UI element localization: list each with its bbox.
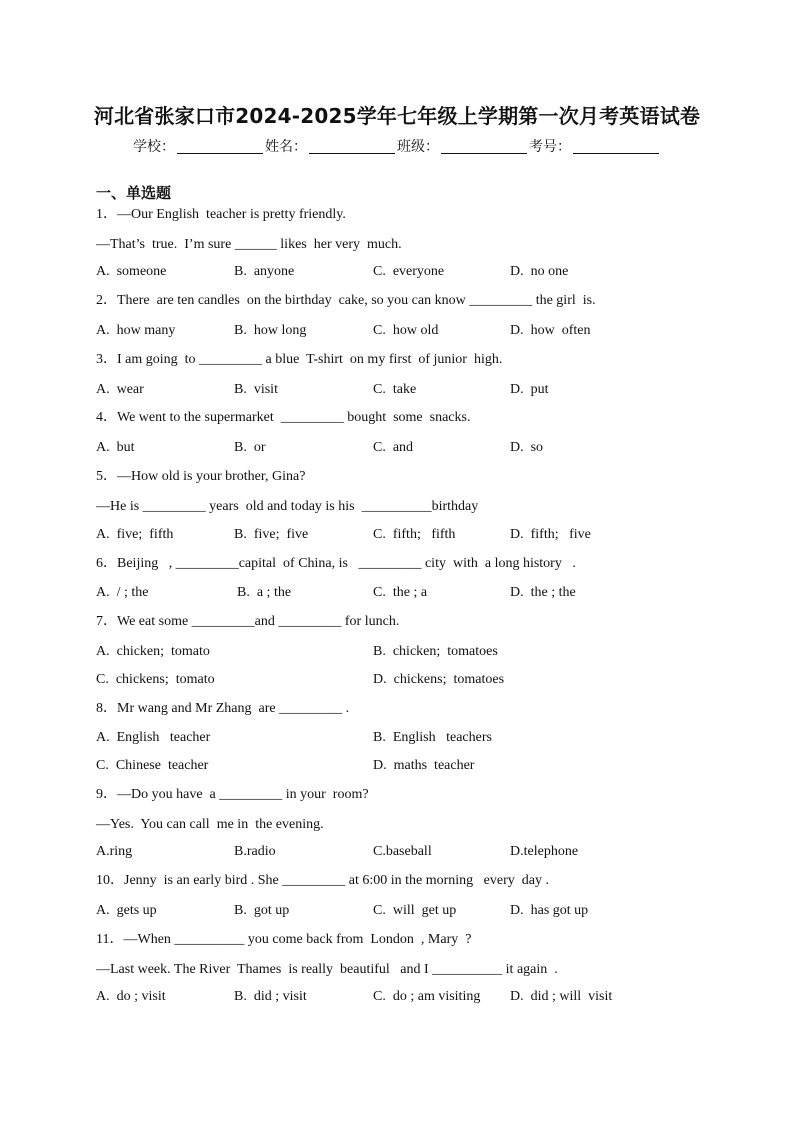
option-c[interactable]: C. and bbox=[373, 440, 414, 455]
name-label: 姓名： bbox=[265, 139, 307, 155]
option-b[interactable]: B. chicken; tomatoes bbox=[373, 644, 498, 659]
option-b[interactable]: B. visit bbox=[234, 382, 278, 397]
question-10-stem: 10．Jenny is an early bird . She _________ at 6:00 in the morning every day . bbox=[96, 873, 549, 888]
option-b[interactable]: B. a ; the bbox=[237, 585, 292, 600]
option-c[interactable]: C. fifth; fifth bbox=[373, 527, 456, 542]
option-d[interactable]: D. chickens; tomatoes bbox=[373, 672, 505, 687]
option-d[interactable]: D. the ; the bbox=[510, 585, 576, 600]
question-9-stem: 9．—Do you have a _________ in your room? bbox=[96, 787, 369, 802]
question-5-dialogue: —He is _________ years old and today is his __________birthday bbox=[96, 499, 479, 514]
option-c[interactable]: C. everyone bbox=[373, 264, 445, 279]
question-3-stem: 3．I am going to _________ a blue T-shirt on my first of junior high. bbox=[96, 352, 503, 367]
question-8-stem: 8．Mr wang and Mr Zhang are _________ . bbox=[96, 701, 350, 716]
option-c[interactable]: C.baseball bbox=[373, 844, 432, 859]
option-d[interactable]: D. did ; will visit bbox=[510, 989, 613, 1004]
exam-number-label: 考号： bbox=[529, 139, 571, 155]
option-c[interactable]: C. take bbox=[373, 382, 417, 397]
school-blank[interactable] bbox=[177, 139, 263, 154]
option-a[interactable]: A. chicken; tomato bbox=[96, 644, 210, 659]
question-2-stem: 2．There are ten candles on the birthday cake, so you can know _________ the girl is. bbox=[96, 293, 596, 308]
class-label: 班级： bbox=[397, 139, 439, 155]
question-9-dialogue: —Yes. You can call me in the evening. bbox=[96, 817, 324, 832]
option-b[interactable]: B. anyone bbox=[234, 264, 295, 279]
option-a[interactable]: A. gets up bbox=[96, 903, 157, 918]
option-c[interactable]: C. how old bbox=[373, 323, 439, 338]
question-4-stem: 4．We went to the supermarket _________ bought some snacks. bbox=[96, 410, 471, 425]
student-info-row bbox=[0, 136, 794, 156]
option-d[interactable]: D.telephone bbox=[510, 844, 579, 859]
option-d[interactable]: D. fifth; five bbox=[510, 527, 591, 542]
option-b[interactable]: B. English teachers bbox=[373, 730, 492, 745]
option-c[interactable]: C. Chinese teacher bbox=[96, 758, 209, 773]
question-1-stem: 1．—Our English teacher is pretty friendly. bbox=[96, 207, 346, 222]
question-11-stem: 11．—When __________ you come back from London , Mary ? bbox=[96, 932, 472, 947]
name-blank[interactable] bbox=[309, 139, 395, 154]
option-c[interactable]: C. chickens; tomato bbox=[96, 672, 215, 687]
option-d[interactable]: D. so bbox=[510, 440, 544, 455]
option-a[interactable]: A. five; fifth bbox=[96, 527, 174, 542]
option-d[interactable]: D. put bbox=[510, 382, 549, 397]
option-d[interactable]: D. no one bbox=[510, 264, 569, 279]
option-c[interactable]: C. do ; am visiting bbox=[373, 989, 481, 1004]
option-b[interactable]: B. did ; visit bbox=[234, 989, 307, 1004]
option-b[interactable]: B. how long bbox=[234, 323, 307, 338]
option-a[interactable]: A. English teacher bbox=[96, 730, 211, 745]
option-a[interactable]: A. wear bbox=[96, 382, 144, 397]
option-b[interactable]: B. or bbox=[234, 440, 266, 455]
option-a[interactable]: A. do ; visit bbox=[96, 989, 166, 1004]
section-title: 一、单选题 bbox=[96, 184, 172, 202]
option-a[interactable]: A. but bbox=[96, 440, 135, 455]
option-a[interactable]: A.ring bbox=[96, 844, 133, 859]
option-d[interactable]: D. how often bbox=[510, 323, 591, 338]
question-11-dialogue: —Last week. The River Thames is really beautiful and I __________ it again . bbox=[96, 962, 558, 977]
option-c[interactable]: C. will get up bbox=[373, 903, 457, 918]
question-1-dialogue: —That’s true. I’m sure ______ likes her very much. bbox=[96, 237, 402, 252]
option-a[interactable]: A. someone bbox=[96, 264, 167, 279]
option-b[interactable]: B.radio bbox=[234, 844, 276, 859]
exam-title: 河北省张家口市2024-2025学年七年级上学期第一次月考英语试卷 bbox=[93, 104, 701, 128]
option-a[interactable]: A. / ; the bbox=[96, 585, 149, 600]
option-b[interactable]: B. got up bbox=[234, 903, 290, 918]
option-c[interactable]: C. the ; a bbox=[373, 585, 428, 600]
question-7-stem: 7．We eat some _________and _________ for lunch. bbox=[96, 614, 400, 629]
exam-number-blank[interactable] bbox=[573, 139, 659, 154]
option-b[interactable]: B. five; five bbox=[234, 527, 309, 542]
class-blank[interactable] bbox=[441, 139, 527, 154]
option-d[interactable]: D. maths teacher bbox=[373, 758, 475, 773]
school-label: 学校： bbox=[133, 139, 175, 155]
question-5-stem: 5．—How old is your brother, Gina? bbox=[96, 469, 306, 484]
option-a[interactable]: A. how many bbox=[96, 323, 176, 338]
option-d[interactable]: D. has got up bbox=[510, 903, 589, 918]
question-6-stem: 6．Beijing , _________capital of China, is _________ city with a long history . bbox=[96, 556, 576, 571]
